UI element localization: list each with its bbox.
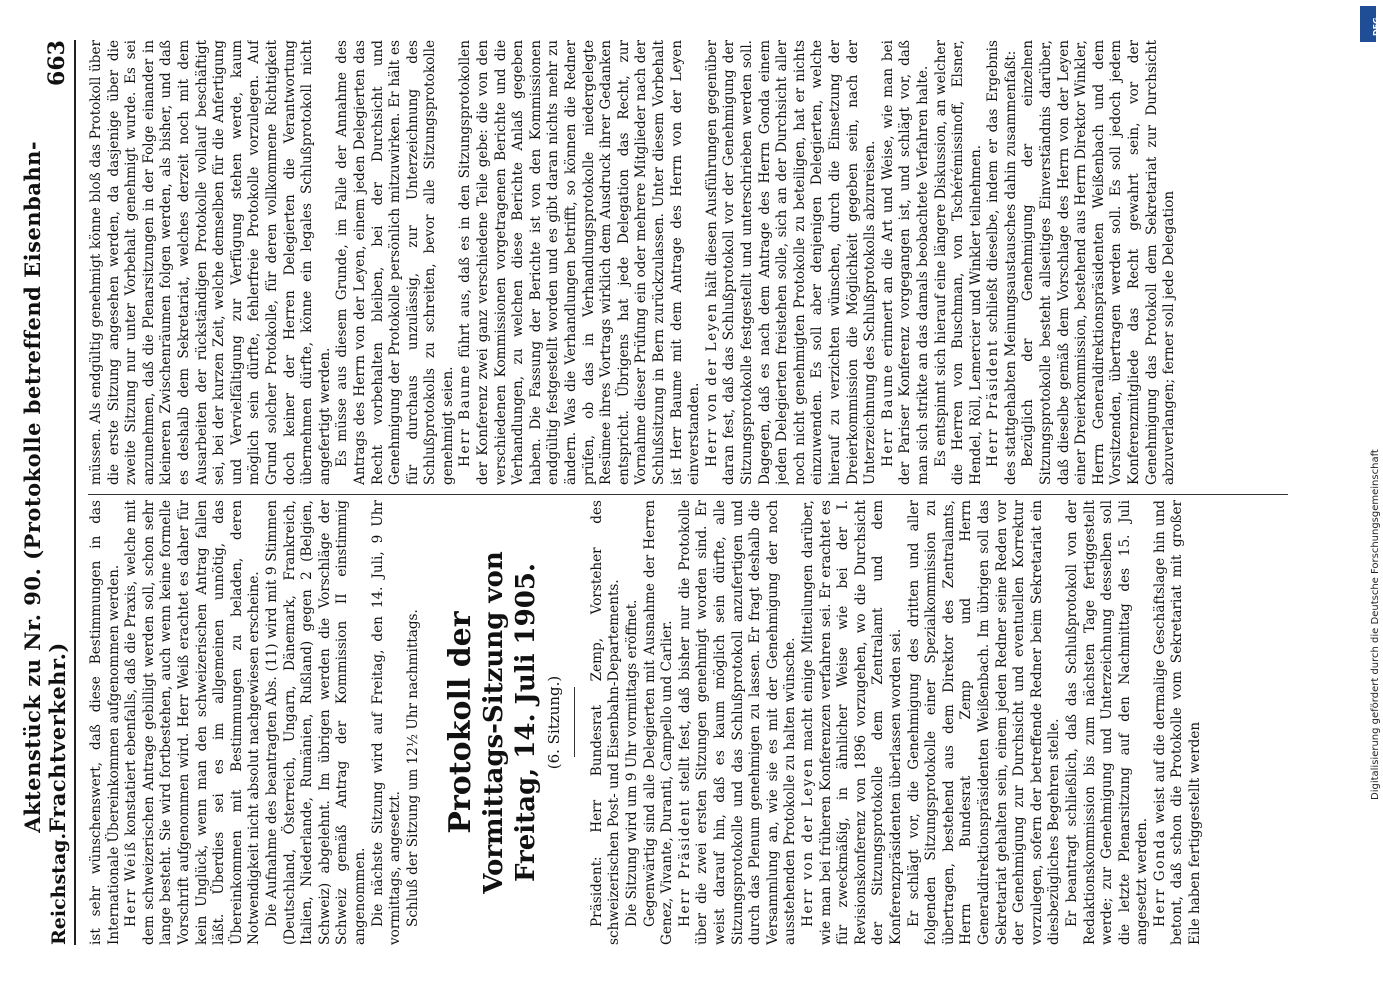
left-column [88,500,1288,945]
speaker-name: Herr Gonda [1151,828,1168,927]
speaker-name: Herr von der Leyen [703,301,720,467]
paragraph: Er schlägt vor, die Genehmigung des dritten und aller folgenden Sitzungsprotokolle einer Spezialkommission zu übertragen, bestehend aus dem Direktor des Zentralamts, Herrn Bundesrat Zemp und Herrn Generaldirektionspräsidenten Weißenbach. Im übrigen soll das Sekretariat gehalten sein, einem jeden Redner seine Reden vor der Genehmigung zur Durchsicht und eventuellen Korrektur vorzulegen, sofern der betreffende Redner beim Sekretariat ein diesbezügliches Begehren stelle. [905,500,1063,945]
paragraph-text: erinnert an die Art und Weise, wie man bei der Pariser Konferenz vorgegangen ist, und schlägt vor, daß man sich strikte an das damals beobachtete Verfahren halte. [879,40,931,485]
speaker-name: Herr Baume [457,364,474,467]
paragraph: ist sehr wünschenswert, daß diese Bestimmungen in das Internationale Übereinkommen aufgenommen werden. [88,500,122,945]
page-number: 663 [44,40,70,86]
paragraph-text: stellt fest, daß bisher nur die Protokolle über die zwei ersten Sitzungen genehmigt worden sind. Er weist darauf hin, daß es kaum möglich sein dürfte, alle Sitzungsprotokolle und das Schlußprotokoll anzufertigen und durch das Plenum genehmigen zu lassen. Er fragt deshalb die Versammlung an, wie sie es mit der Genehmigung der noch ausstehenden Protokolle zu halten wünsche. [676,500,799,945]
paragraph: Bezüglich der Genehmigung der einzelnen Sitzungsprotokolle besteht allseitiges Einverständnis darüber, daß dieselbe gemäß dem Vorschlage des Herrn von der Leyen einer Dreierkommission, bestehend aus Herrn Direktor Winkler, Herrn Generaldirektionspräsidenten Weißenbach und dem Vorsitzenden, übertragen werden soll. Es soll jedoch jedem Konferenzmitgliede das Recht gewahrt sein, vor der Genehmigung das Protokoll dem Sekretariat zur Durchsicht abzuverlangen; ferner soll jede Delegation [1020,40,1178,485]
title-line-3: (6. Sitzung.) [545,675,564,770]
dfg-logo [1360,6,1381,42]
paragraph [457,40,703,485]
paragraph [123,500,264,945]
digitization-note-text: Digitalisierung gefördert durch die Deutsche Forschungsgemeinschaft [1370,449,1381,800]
paragraph [1152,500,1205,945]
paragraph-text: führt aus, daß es in den Sitzungsprotokollen der Konferenz zwei ganz verschiedene Teile gebe: die von den verschiedenen Kommissionen vorgetragenen Berichte und die Verhandlungen, zu welchen diese Berichte Anlaß gegeben haben. Die Fassung der Berichte ist von den Kommissionen endgültig festgestellt worden und es gibt daran nichts mehr zu ändern. Was die Verhandlungen betrifft, so können die Redner prüfen, ob das in Verhandlungsprotokolle niedergelegte Resümee ihres Vortrags wirklich dem Ausdruck ihrer Gedanken entspricht. Übrigens hat jede Delegation das Recht, zur Vornahme dieser Prüfung ein oder mehrere Mitglieder nach der Schlußsitzung in Bern zurückzulassen. Unter diesem Vorbehalt ist Herr Baume mit dem Antrage des Herrn von der Leyen einverstanden. [457,40,703,485]
dfg-logo-text: DFG [1372,17,1381,36]
paragraph: Es müsse aus diesem Grunde, im Falle der Annahme des Antrags des Herrn von der Leyen, einem jeden Delegierten das Recht vorbehalten bleiben, bei der Durchsicht und Genehmigung der Protokolle persönlich mitzuwirken. Er hält es für durchaus unzulässig, zur Unterzeichnung des Schlußprotokolls zu schreiten, bevor alle Sitzungsprotokolle genehmigt seien. [334,40,456,485]
paragraph: Gegenwärtig sind alle Delegierten mit Ausnahme der Herren Genez, Vivante, Duranti, Campello und Carlier. [641,500,676,945]
paragraph-text: weist auf die dermalige Geschäftslage hin und betont, daß schon die Protokolle vom Sekretariat mit großer Eile haben fertiggestellt werden [1151,500,1204,945]
paragraph [985,40,1020,485]
paragraph-text: hält diesen Ausführungen gegenüber daran fest, daß das Schlußprotokoll vor der Genehmigung der Sitzungsprotokolle festgestellt und unterschrieben werden soll. Dagegen, daß es nach dem Antrage des Herrn Gonda einem jeden Delegierten freistehen solle, sich an der Durchsicht aller noch nicht genehmigten Protokolle zu beteiligen, hat er nichts einzuwenden. Es soll aber denjenigen Delegierten, welche hierauf zu verzichten wünschen, durch die Einsetzung der Dreierkommission die Möglichkeit gegeben sein, nach der Unterzeichnung des Schlußprotokolls abzureisen. [703,40,879,485]
paragraph [800,500,906,945]
paragraph [677,500,800,945]
paragraph: Die nächste Sitzung wird auf Freitag, den 14. Juli, 9 Uhr vormittags, angesetzt. [369,500,404,945]
speaker-name: Herr Präsident [676,798,693,927]
paragraph: Die Sitzung wird um 9 Uhr vormittags eröffnet. [624,599,641,927]
paragraph: Die Aufnahme des beantragten Abs. (11) wird mit 9 Stimmen (Deutschland, Österreich, Ungarn, Dänemark, Frankreich, Italien, Niederlande, Rumänien, Rußland) gegen 2 (Belgien, Schweiz) abgelehnt. Im übrigen werden die Vorschläge der Schweiz gemäß Antrag der Kommission II einstimmig angenommen. [263,500,368,945]
column-divider [88,494,1288,495]
header-left: Reichstag. [48,832,70,945]
speaker-name: Herr von der Leyen [800,757,816,927]
digitization-note [1356,120,1381,820]
header-title: Aktenstück zu Nr. 90. (Protokolle betreffend Eisenbahn-Frachtverkehr.) [20,140,70,833]
title-line-2: Vormittags-Sitzung von Freitag, 14. Juli 1905. [479,551,542,894]
paragraph [880,40,933,485]
paragraph: Präsident: Herr Bundesrat Zemp, Vorsteher des schweizerischen Post- und Eisenbahn-Departements. [588,500,623,945]
speaker-name: Herr Weiß [123,840,140,927]
title-line-1: Protokoll der [443,611,479,834]
paragraph: Es entspinnt sich hierauf eine längere Diskussion, an welcher die Herren von Buschman, von Tschérémissinoff, Elsner, Hendel, Röll, Lemercier und Winkler teilnehmen. [932,40,984,485]
title-divider [574,688,575,758]
paragraph-text: konstatiert ebenfalls, daß die Praxis, welche mit dem schweizerischen Antrage gebilligt werden soll, schon sehr lange besteht. Sie wird fortbestehen, auch wenn keine formelle Vorschrift aufgenommen wird. Herr Weiß erachtet es daher für kein Unglück, wenn man den schweizerischen Antrag fallen läßt. Überdies sei es im allgemeinen unnötig, das Übereinkommen mit Bestimmungen zu beladen, deren Notwendigkeit nicht absolut nachgewiesen erscheine. [123,500,263,945]
paragraph: Schluß der Sitzung um 12½ Uhr nachmittags. [404,609,421,927]
speaker-name: Herr Präsident [985,339,1002,467]
paragraph-text: macht einige Mitteilungen darüber, wie man bei früheren Konferenzen verfahren sei. Er erachtet es für zweckmäßig, in ähnlicher Weise wie bei der I. Revisionskonferenz von 1896 vorzugehen, wo die Durchsicht der Sitzungsprotokolle dem Zentralamt und dem Konferenzpräsidenten überlassen worden sei. [800,500,904,945]
page-header [20,40,76,945]
paragraph [704,40,880,485]
paragraph: Er beantragt schließlich, daß das Schlußprotokoll von der Redaktionskommission bis zum nächsten Tage fertiggestellt werde; zur Genehmigung und Unterzeichnung desselben soll die letzte Plenarsitzung auf den Nachmittag des 15. Juli angesetzt werden. [1063,500,1151,945]
right-column [88,40,1288,485]
paragraph: müssen. Als endgültig genehmigt könne bloß das Protokoll über die erste Sitzung angesehen werden, da dasjenige über die zweite Sitzung nur unter Vorbehalt genehmigt wurde. Es sei anzunehmen, daß die Plenarsitzungen in der Folge einander in kleineren Zwischenräumen folgen werden, als bisher, und daß es deshalb dem Sekretariat, welches derzeit noch mit dem Ausarbeiten der rückständigen Protokolle vollauf beschäftigt sei, bei der kurzen Zeit, welche demselben für die Anfertigung und Vervielfältigung zur Verfügung stehen werde, kaum möglich sein dürfte, fehlerfreie Protokolle vorzulegen. Auf Grund solcher Protokolle, für deren vollkommene Richtigkeit doch keiner der Herren Delegierten die Verantwortung übernehmen dürfte, könne ein legales Schlußprotokoll nicht angefertigt werden. [88,40,333,485]
speaker-name: Herr Baume [879,363,896,467]
section-title [444,500,564,945]
paragraph-text: schließt dieselbe, indem er das Ergebnis des stattgehabten Meinungsaustausches dahin zusammenfaßt: [985,40,1019,485]
